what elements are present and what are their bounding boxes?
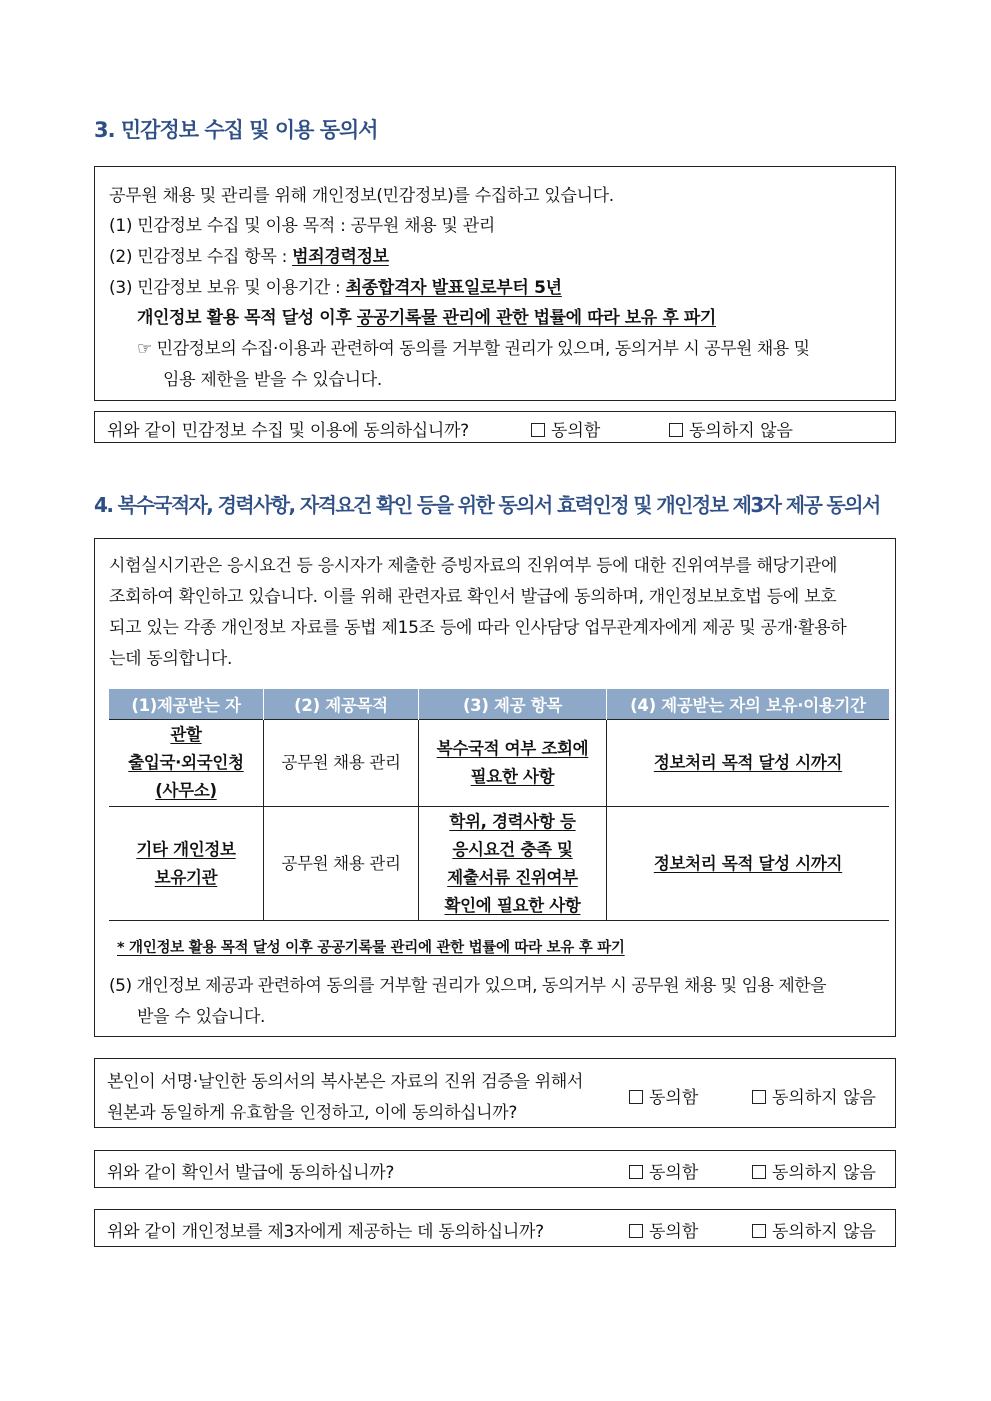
section3-question: 위와 같이 민감정보 수집 및 이용에 동의하십니까? <box>107 421 469 441</box>
section3-title: 3. 민감정보 수집 및 이용 동의서 <box>94 118 378 142</box>
disagree-checkbox[interactable] <box>752 1090 766 1104</box>
section4-info-box <box>94 538 896 1037</box>
section3-disagree-option[interactable]: 동의하지 않음 <box>669 416 793 441</box>
certificate-agree-option[interactable]: 동의함 <box>629 1158 698 1183</box>
section4-para-line: 되고 있는 각종 개인정보 자료를 동법 제15조 등에 따라 인사담당 업무관계자에게 제공 및 공개·활용하 <box>109 618 847 638</box>
agree-checkbox[interactable] <box>629 1090 643 1104</box>
section3-question-box <box>94 411 896 443</box>
copy-validity-question-box <box>94 1058 896 1128</box>
section3-info-box <box>94 166 896 401</box>
section4-footnote: * 개인정보 활용 목적 달성 이후 공공기록물 관리에 관한 법률에 따라 보유 후 파기 <box>117 940 625 956</box>
item2-label: (2) 민감정보 수집 항목 : <box>109 247 293 267</box>
item3-label: (3) 민감정보 보유 및 이용기간 : <box>109 278 346 298</box>
period-cell: 정보처리 목적 달성 시까지 <box>607 720 890 807</box>
certificate-question: 위와 같이 확인서 발급에 동의하십니까? <box>107 1163 395 1183</box>
table-header: (4) 제공받는 자의 보유·이용기간 <box>607 689 890 720</box>
section4-para-line: 시험실시기관은 응시요건 등 응시자가 제출한 증빙자료의 진위여부 등에 대한 진위여부를 해당기관에 <box>109 556 838 576</box>
section4-title: 4. 복수국적자, 경력사항, 자격요건 확인 등을 위한 동의서 효력인정 및 개인정보 제3자 제공 동의서 <box>94 493 880 517</box>
section3-item3 <box>109 273 562 298</box>
copy-validity-line1: 본인이 서명·날인한 동의서의 복사본은 자료의 진위 검증을 위해서 <box>107 1072 584 1092</box>
section3-notice-line2: 임용 제한을 받을 수 있습니다. <box>163 370 382 390</box>
table-header-row <box>109 689 889 720</box>
section4-para-line: 는데 동의합니다. <box>109 649 233 669</box>
agree-checkbox[interactable] <box>531 423 545 437</box>
purpose-cell: 공무원 채용 관리 <box>264 807 419 921</box>
section3-item2 <box>109 242 389 267</box>
section4-item5-line1: (5) 개인정보 제공과 관련하여 동의를 거부할 권리가 있으며, 동의거부 시 공무원 채용 및 임용 제한을 <box>109 976 827 996</box>
disagree-checkbox[interactable] <box>669 423 683 437</box>
retention-law: 공공기록물 관리에 관한 법률에 따라 보유 후 파기 <box>356 308 716 328</box>
table-header: (2) 제공목적 <box>264 689 419 720</box>
copy-validity-disagree-option[interactable]: 동의하지 않음 <box>752 1083 876 1108</box>
item2-value: 범죄경력정보 <box>292 247 389 267</box>
section3-item1: (1) 민감정보 수집 및 이용 목적 : 공무원 채용 및 관리 <box>109 216 495 236</box>
purpose-cell: 공무원 채용 관리 <box>264 720 419 807</box>
section3-notice-line1: ☞ 민감정보의 수집·이용과 관련하여 동의를 거부할 권리가 있으며, 동의거부 시 공무원 채용 및 <box>137 339 810 359</box>
section3-intro: 공무원 채용 및 관리를 위해 개인정보(민감정보)를 수집하고 있습니다. <box>109 186 614 206</box>
agree-checkbox[interactable] <box>629 1165 643 1179</box>
certificate-disagree-option[interactable]: 동의하지 않음 <box>752 1158 876 1183</box>
section3-agree-option[interactable]: 동의함 <box>531 416 600 441</box>
recipient-cell: 관할 출입국·외국인청 (사무소) <box>109 720 264 807</box>
item3-value: 최종합격자 발표일로부터 5년 <box>345 278 562 298</box>
provision-table <box>109 689 889 921</box>
items-cell: 복수국적 여부 조회에 필요한 사항 <box>419 720 607 807</box>
period-cell: 정보처리 목적 달성 시까지 <box>607 807 890 921</box>
third-party-agree-option[interactable]: 동의함 <box>629 1217 698 1242</box>
items-cell: 학위, 경력사항 등 응시요건 충족 및 제출서류 진위여부 확인에 필요한 사항 <box>419 807 607 921</box>
table-header: (3) 제공 항목 <box>419 689 607 720</box>
certificate-question-box <box>94 1150 896 1188</box>
third-party-question-box <box>94 1209 896 1247</box>
section4-item5-line2: 받을 수 있습니다. <box>137 1007 266 1027</box>
table-row <box>109 720 889 807</box>
copy-validity-line2: 원본과 동일하게 유효함을 인정하고, 이에 동의하십니까? <box>107 1103 518 1123</box>
retention-prefix: 개인정보 활용 목적 달성 이후 <box>137 308 357 328</box>
table-header: (1)제공받는 자 <box>109 689 264 720</box>
section3-retention <box>137 303 716 328</box>
section4-para-line: 조회하여 확인하고 있습니다. 이를 위해 관련자료 확인서 발급에 동의하며, 개인정보보호법 등에 보호 <box>109 587 837 607</box>
third-party-disagree-option[interactable]: 동의하지 않음 <box>752 1217 876 1242</box>
recipient-cell: 기타 개인정보 보유기관 <box>109 807 264 921</box>
disagree-checkbox[interactable] <box>752 1224 766 1238</box>
third-party-question: 위와 같이 개인정보를 제3자에게 제공하는 데 동의하십니까? <box>107 1222 544 1242</box>
table-row <box>109 807 889 921</box>
agree-checkbox[interactable] <box>629 1224 643 1238</box>
copy-validity-agree-option[interactable]: 동의함 <box>629 1083 698 1108</box>
disagree-checkbox[interactable] <box>752 1165 766 1179</box>
